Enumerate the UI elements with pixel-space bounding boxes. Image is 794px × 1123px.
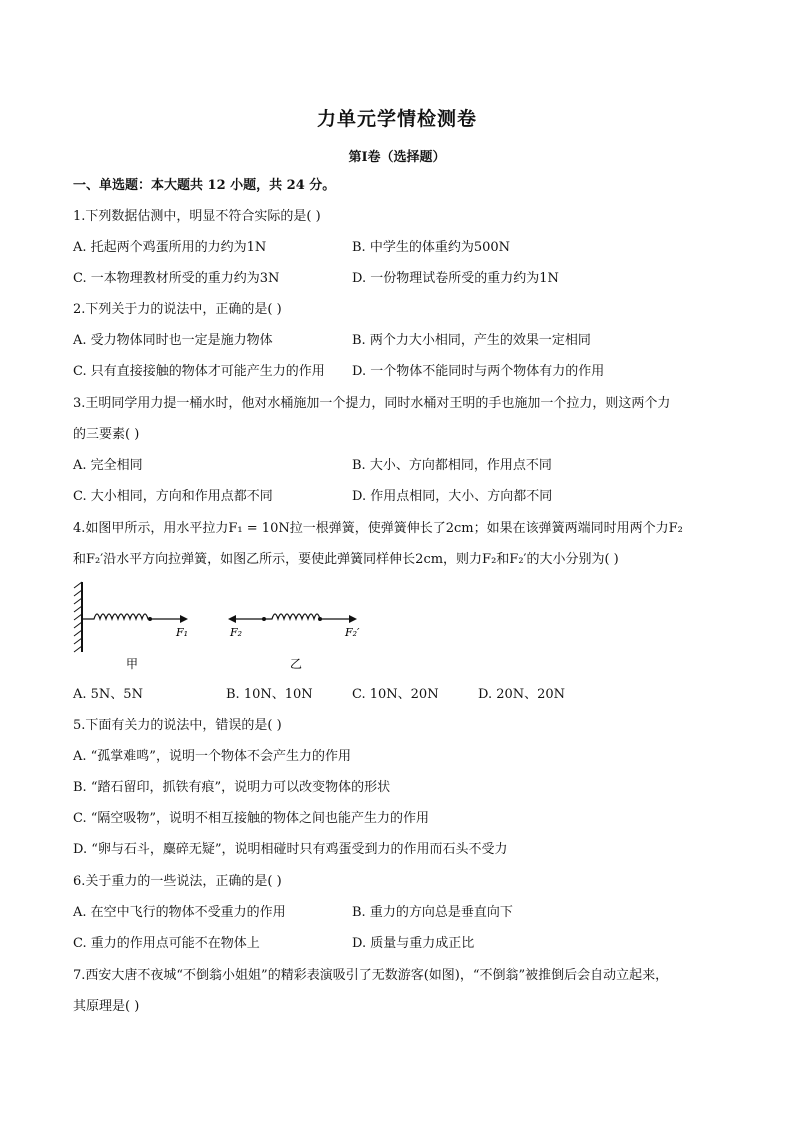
- question-2-option-d: D. 一个物体不能同时与两个物体有力的作用: [352, 364, 605, 379]
- question-4-stem-line2: 和F₂′沿水平方向拉弹簧，如图乙所示，要使此弹簧同样伸长2cm，则力F₂和F₂′的大小分别为( ): [73, 552, 619, 567]
- question-6-option-c: C. 重力的作用点可能不在物体上: [73, 936, 260, 951]
- question-7-stem-line2: 其原理是( ): [73, 999, 140, 1014]
- question-5-option-b: B. “踏石留印，抓铁有痕”，说明力可以改变物体的形状: [73, 780, 391, 795]
- question-3-option-c: C. 大小相同，方向和作用点都不同: [73, 489, 273, 504]
- force-f2p-arrowhead: [349, 615, 357, 623]
- force-f2-arrowhead: [228, 615, 236, 623]
- question-1-option-c: C. 一本物理教材所受的重力约为3N: [73, 271, 280, 286]
- caption-jia: 甲: [126, 657, 139, 671]
- label-f2-prime: F₂′: [345, 626, 360, 639]
- question-3-option-a: A. 完全相同: [73, 458, 143, 473]
- force-f1-arrowhead: [180, 615, 188, 623]
- question-6-option-b: B. 重力的方向总是垂直向下: [352, 905, 513, 920]
- question-4-stem-line1: 4.如图甲所示，用水平拉力F₁ = 10N拉一根弹簧，使弹簧伸长了2cm；如果在该弹簧两端同时用两个力F₂: [73, 521, 683, 536]
- question-5-option-a: A. “孤掌难鸣”，说明一个物体不会产生力的作用: [73, 749, 351, 764]
- page-title: 力单元学情检测卷: [316, 108, 477, 130]
- question-4-option-d: D. 20N、20N: [478, 687, 566, 702]
- question-3-stem-line2: 的三要素( ): [73, 427, 140, 442]
- question-3-option-b: B. 大小、方向都相同，作用点不同: [352, 458, 552, 473]
- question-6-option-d: D. 质量与重力成正比: [352, 936, 475, 951]
- question-2-stem: 2.下列关于力的说法中，正确的是( ): [73, 302, 282, 317]
- question-1-stem: 1.下列数据估测中，明显不符合实际的是( ): [73, 209, 321, 224]
- section-heading: 一、单选题：本大题共 12 小题，共 24 分。: [73, 178, 336, 193]
- question-4-option-b: B. 10N、10N: [226, 687, 313, 702]
- question-1-option-a: A. 托起两个鸡蛋所用的力约为1N: [73, 240, 267, 255]
- wall-hatch: [74, 582, 82, 652]
- question-6-stem: 6.关于重力的一些说法，正确的是( ): [73, 874, 282, 889]
- question-3-stem-line1: 3.王明同学用力提一桶水时，他对水桶施加一个提力，同时水桶对王明的手也施加一个拉力，则这两个力: [73, 396, 671, 411]
- label-f2: F₂: [230, 626, 243, 639]
- question-1-option-d: D. 一份物理试卷所受的重力约为1N: [352, 271, 559, 286]
- question-2-option-a: A. 受力物体同时也一定是施力物体: [73, 333, 273, 348]
- question-4-option-a: A. 5N、5N: [73, 687, 143, 702]
- question-2-option-c: C. 只有直接接触的物体才可能产生力的作用: [73, 364, 325, 379]
- question-5-stem: 5.下面有关力的说法中，错误的是( ): [73, 718, 282, 733]
- spring-figure: [70, 580, 370, 679]
- spring-a: [82, 614, 150, 619]
- question-1-option-b: B. 中学生的体重约为500N: [352, 240, 511, 255]
- page-subtitle: 第I卷（选择题）: [348, 150, 446, 165]
- question-5-option-d: D. “卵与石斗，麋碎无疑”，说明相碰时只有鸡蛋受到力的作用而石头不受力: [73, 842, 508, 857]
- spring-b: [264, 614, 320, 619]
- question-2-option-b: B. 两个力大小相同，产生的效果一定相同: [352, 333, 591, 348]
- question-5-option-c: C. “隔空吸物”，说明不相互接触的物体之间也能产生力的作用: [73, 811, 430, 826]
- question-6-option-a: A. 在空中飞行的物体不受重力的作用: [73, 905, 286, 920]
- label-f1: F₁: [176, 626, 189, 639]
- question-3-option-d: D. 作用点相同，大小、方向都不同: [352, 489, 553, 504]
- question-7-stem-line1: 7.西安大唐不夜城“不倒翁小姐姐”的精彩表演吸引了无数游客(如图)，“不倒翁”被推倒后会自动立起来，: [73, 968, 669, 983]
- question-4-option-c: C. 10N、20N: [352, 687, 439, 702]
- caption-yi: 乙: [290, 657, 303, 671]
